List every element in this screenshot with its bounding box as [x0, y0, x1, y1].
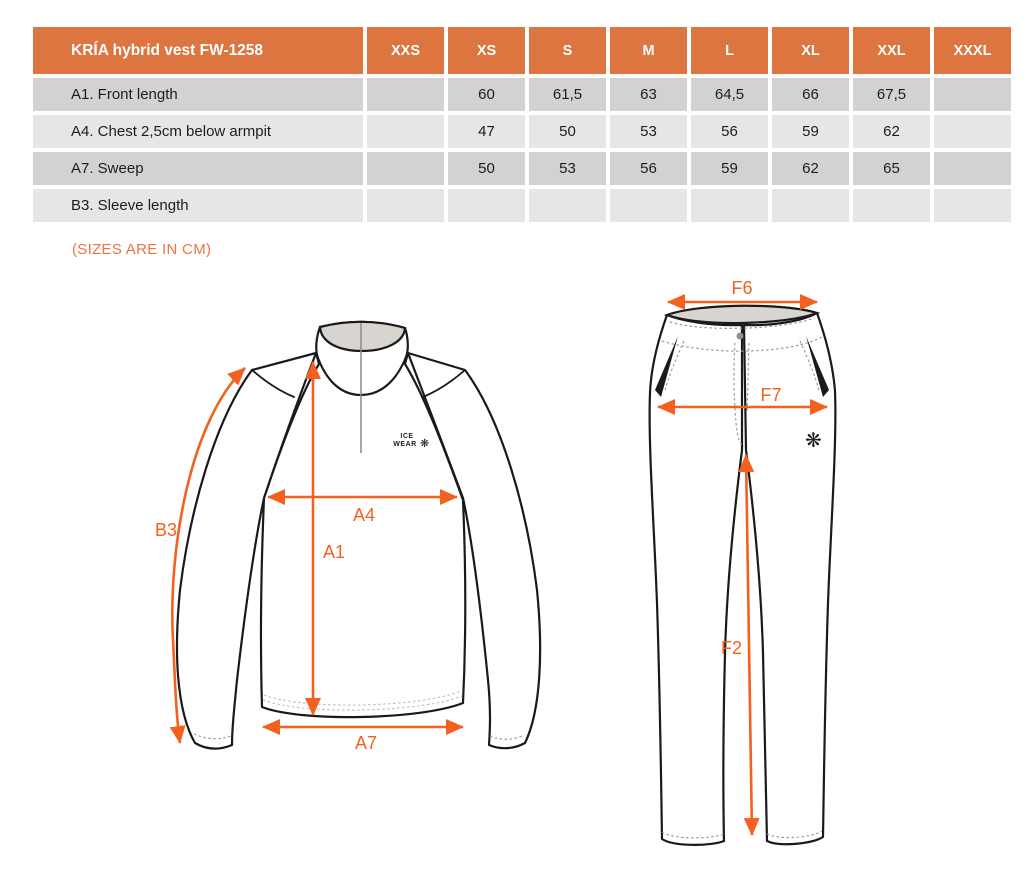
size-value-cell [934, 78, 1011, 111]
size-value-cell: 62 [772, 152, 849, 185]
row-label: A4. Chest 2,5cm below armpit [33, 115, 363, 148]
size-value-cell [934, 152, 1011, 185]
size-header-xxl: XXL [853, 27, 930, 74]
size-value-cell [610, 189, 687, 222]
measure-label-f2: F2 [720, 638, 742, 658]
size-value-cell [853, 189, 930, 222]
size-value-cell [691, 189, 768, 222]
pants-right-leg [744, 313, 835, 844]
size-value-cell [367, 152, 444, 185]
pants-left-leg [650, 315, 742, 845]
table-row [33, 152, 1011, 185]
size-header-l: L [691, 27, 768, 74]
row-label: B3. Sleeve length [33, 189, 363, 222]
measure-label-a7: A7 [354, 733, 378, 753]
measure-label-f6: F6 [731, 278, 753, 298]
size-table-header-row [33, 27, 1011, 74]
waist-button [737, 333, 744, 340]
size-value-cell: 60 [448, 78, 525, 111]
size-header-xl: XL [772, 27, 849, 74]
size-header-xxs: XXS [367, 27, 444, 74]
size-value-cell: 61,5 [529, 78, 606, 111]
measure-label-b3: B3 [155, 520, 178, 540]
size-value-cell [934, 115, 1011, 148]
size-value-cell [367, 115, 444, 148]
snowflake-icon: ❋ [420, 437, 430, 450]
size-value-cell [772, 189, 849, 222]
row-label: A1. Front length [33, 78, 363, 111]
size-header-xxxl: XXXL [934, 27, 1011, 74]
size-value-cell: 50 [529, 115, 606, 148]
pants-diagram [640, 273, 860, 865]
icewear-logo-line1: ICE [400, 433, 414, 440]
size-header-m: M [610, 27, 687, 74]
size-value-cell: 64,5 [691, 78, 768, 111]
product-title: KRÍA hybrid vest FW-1258 [33, 27, 363, 74]
size-value-cell [367, 78, 444, 111]
size-value-cell: 50 [448, 152, 525, 185]
vest-diagram [120, 290, 560, 770]
measure-label-a1: A1 [323, 542, 346, 562]
size-value-cell: 65 [853, 152, 930, 185]
size-value-cell [448, 189, 525, 222]
size-value-cell: 59 [772, 115, 849, 148]
size-header-s: S [529, 27, 606, 74]
table-row [33, 78, 1011, 111]
row-label: A7. Sweep [33, 152, 363, 185]
measure-label-f7: F7 [760, 385, 782, 405]
size-value-cell [529, 189, 606, 222]
size-value-cell: 56 [691, 115, 768, 148]
size-value-cell: 53 [529, 152, 606, 185]
measure-arrow-f2 [746, 455, 752, 835]
size-value-cell [367, 189, 444, 222]
size-value-cell [934, 189, 1011, 222]
size-table [29, 23, 1015, 226]
size-value-cell: 66 [772, 78, 849, 111]
measure-label-a4: A4 [352, 505, 376, 525]
size-value-cell: 56 [610, 152, 687, 185]
size-value-cell: 63 [610, 78, 687, 111]
icewear-logo-line2: WEAR [393, 441, 417, 448]
snowflake-icon: ❋ [805, 428, 822, 452]
size-value-cell: 67,5 [853, 78, 930, 111]
size-header-xs: XS [448, 27, 525, 74]
table-row [33, 115, 1011, 148]
sizes-unit-note: (SIZES ARE IN CM) [72, 241, 212, 258]
size-value-cell: 47 [448, 115, 525, 148]
size-value-cell: 53 [610, 115, 687, 148]
table-row [33, 189, 1011, 222]
size-value-cell: 62 [853, 115, 930, 148]
size-value-cell: 59 [691, 152, 768, 185]
